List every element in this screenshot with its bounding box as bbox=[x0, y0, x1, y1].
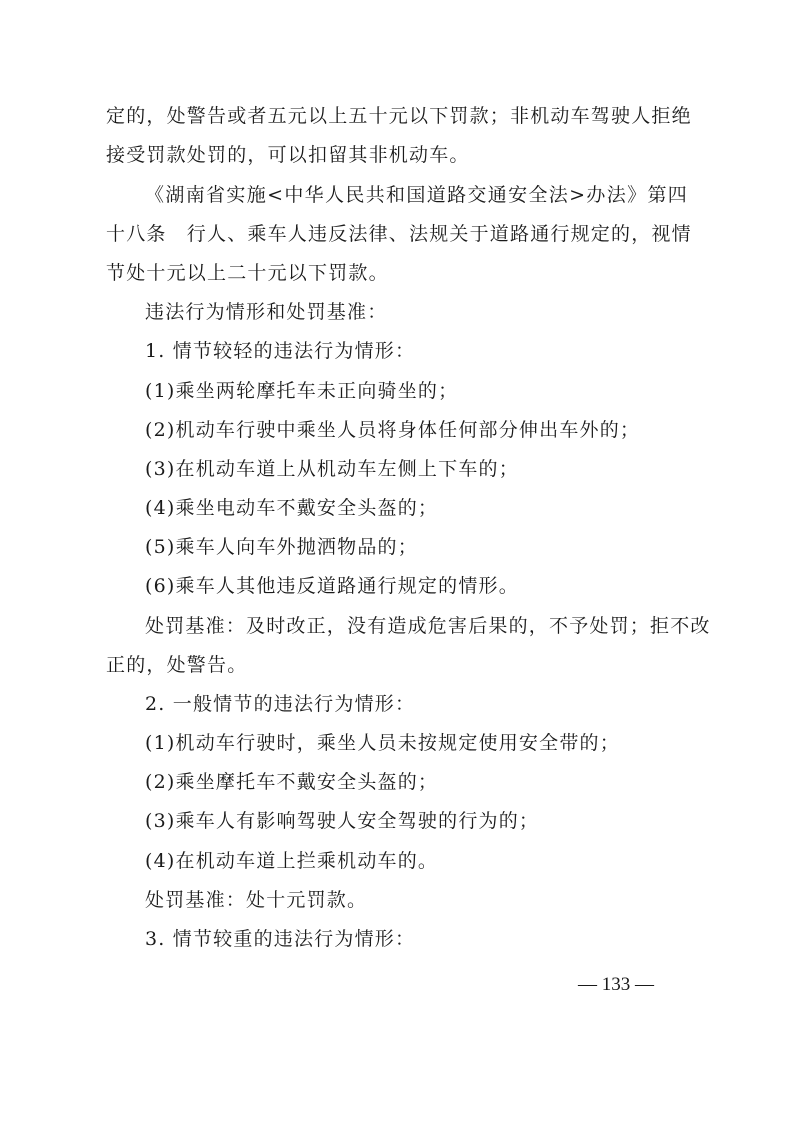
level-1-heading-1: 1. 情节较轻的违法行为情形： bbox=[145, 340, 416, 362]
list-item: (2)机动车行驶中乘坐人员将身体任何部分伸出车外的； bbox=[145, 419, 641, 441]
penalty-standard-line-1: 处罚基准：及时改正，没有造成危害后果的，不予处罚；拒不改 bbox=[145, 615, 711, 637]
paragraph-line-4: 十八条 行人、乘车人违反法律、法规关于道路通行规定的，视情 bbox=[106, 223, 692, 245]
level-3-heading: 3. 情节较重的违法行为情形： bbox=[145, 928, 416, 950]
penalty-standard-line-2: 正的，处警告。 bbox=[106, 654, 248, 676]
page-number: — 133 — bbox=[578, 974, 654, 995]
list-item: (2)乘坐摩托车不戴安全头盔的； bbox=[145, 771, 439, 793]
list-item: (1)乘坐两轮摩托车未正向骑坐的； bbox=[145, 380, 459, 402]
list-item: (5)乘车人向车外抛洒物品的； bbox=[145, 536, 418, 558]
list-item: (4)乘坐电动车不戴安全头盔的； bbox=[145, 497, 439, 519]
list-item: (3)在机动车道上从机动车左侧上下车的； bbox=[145, 458, 519, 480]
paragraph-line-3: 《湖南省实施<中华人民共和国道路交通安全法>办法》第四 bbox=[145, 184, 688, 206]
section-heading: 违法行为情形和处罚基准： bbox=[145, 301, 388, 323]
paragraph-line-2: 接受罚款处罚的，可以扣留其非机动车。 bbox=[106, 144, 470, 166]
level-2-heading: 2. 一般情节的违法行为情形： bbox=[145, 693, 416, 715]
list-item: (6)乘车人其他违反道路通行规定的情形。 bbox=[145, 575, 519, 597]
paragraph-line-1: 定的，处警告或者五元以上五十元以下罚款；非机动车驾驶人拒绝 bbox=[106, 105, 692, 127]
paragraph-line-5: 节处十元以上二十元以下罚款。 bbox=[106, 262, 389, 284]
list-item: (4)在机动车道上拦乘机动车的。 bbox=[145, 850, 439, 872]
penalty-standard: 处罚基准：处十元罚款。 bbox=[145, 889, 368, 911]
list-item: (1)机动车行驶时，乘坐人员未按规定使用安全带的； bbox=[145, 732, 620, 754]
list-item: (3)乘车人有影响驾驶人安全驾驶的行为的； bbox=[145, 810, 540, 832]
